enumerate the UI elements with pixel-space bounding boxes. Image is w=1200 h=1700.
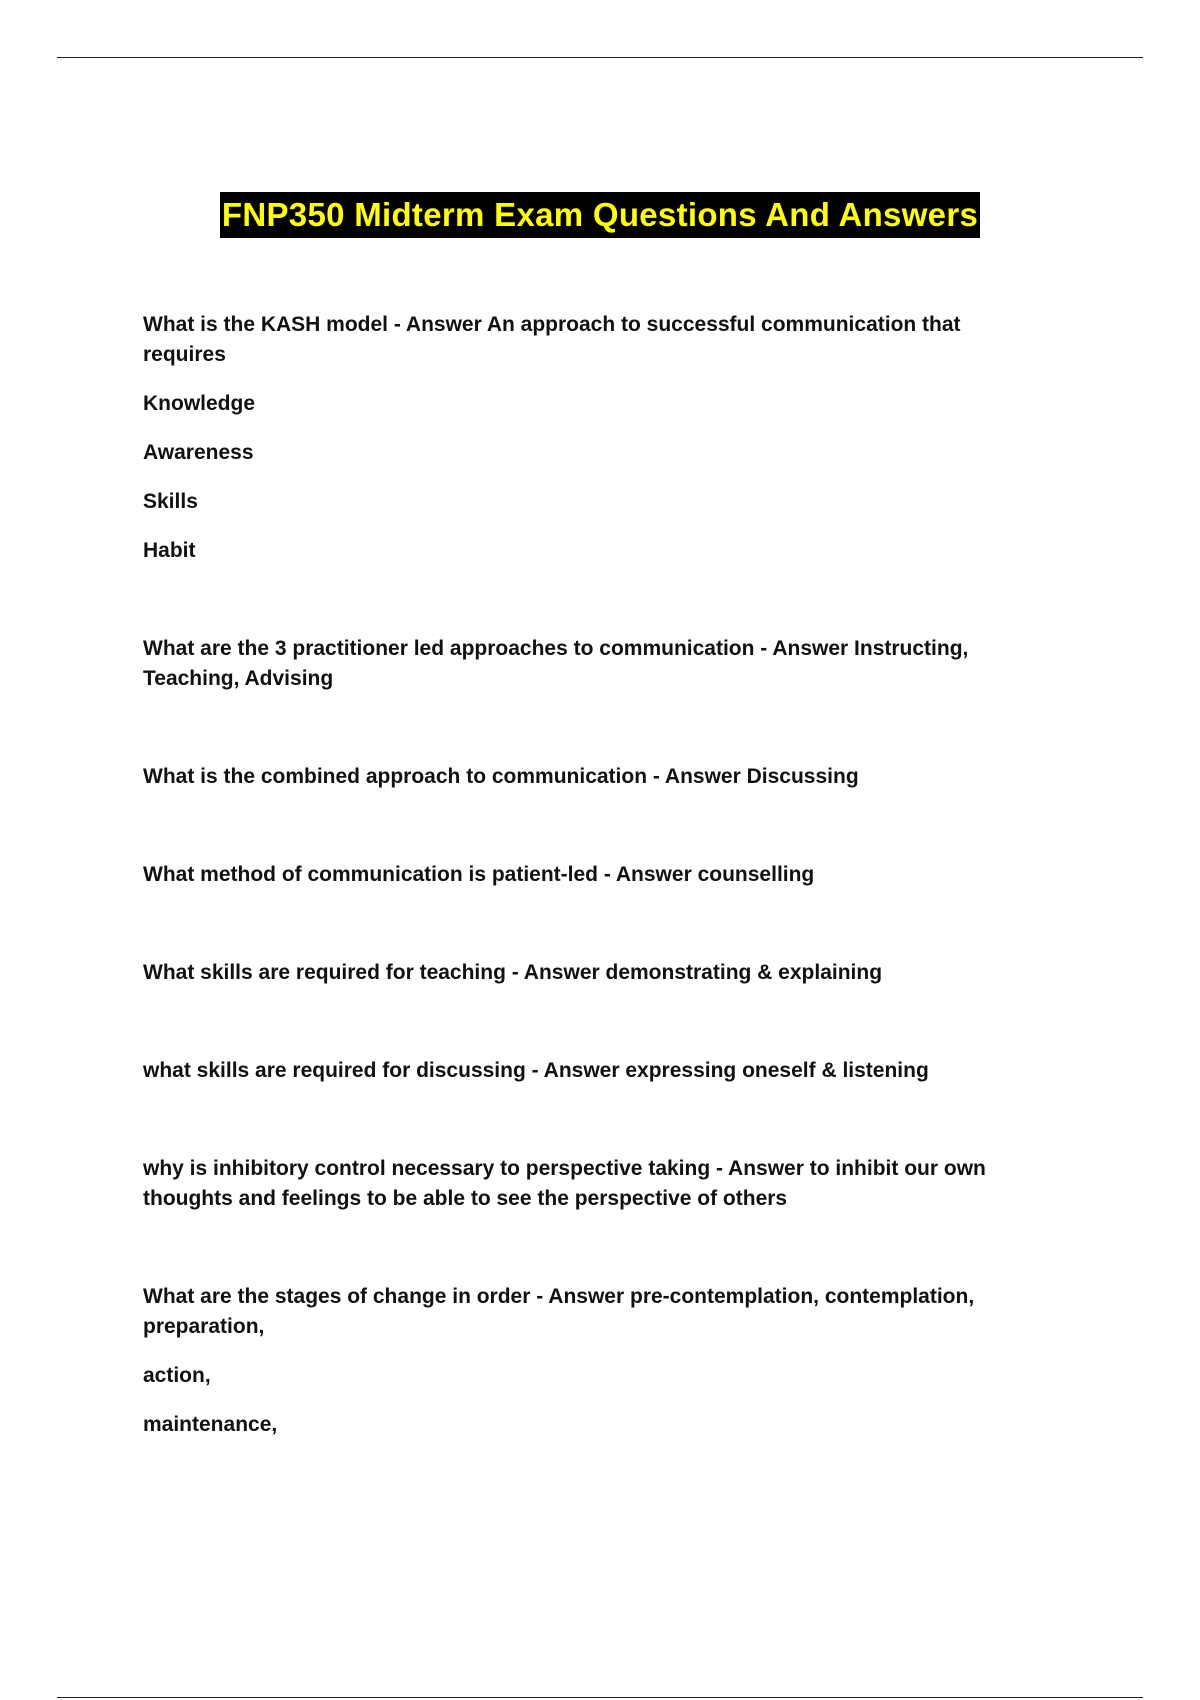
qa-text: why is inhibitory control necessary to perspective taking - Answer to inhibit our own thoughts and feelings to be able to see the perspective of others bbox=[143, 1157, 986, 1210]
qa-line: action, bbox=[143, 1364, 211, 1387]
qa-line: Knowledge bbox=[143, 392, 256, 415]
qa-line: maintenance, bbox=[143, 1413, 278, 1436]
qa-line: Skills bbox=[143, 490, 198, 513]
qa-item bbox=[143, 762, 1043, 792]
footer-rule bbox=[57, 1697, 1143, 1698]
qa-text: what skills are required for discussing - Answer expressing oneself & listening bbox=[143, 1059, 929, 1082]
qa-text: What are the stages of change in order - Answer pre-contemplation, contemplation, preparation, bbox=[143, 1285, 975, 1338]
qa-item bbox=[143, 1056, 1043, 1086]
qa-line: Habit bbox=[143, 539, 196, 562]
qa-text: What is the combined approach to communication - Answer Discussing bbox=[143, 765, 859, 788]
qa-item bbox=[143, 634, 1043, 694]
qa-text: What is the KASH model - Answer An approach to successful communication that requires bbox=[143, 313, 961, 366]
qa-item bbox=[143, 1154, 1043, 1214]
qa-text: What method of communication is patient-led - Answer counselling bbox=[143, 863, 815, 886]
qa-item bbox=[143, 310, 1043, 566]
header-rule bbox=[57, 57, 1143, 58]
qa-text: What are the 3 practitioner led approaches to communication - Answer Instructing, Teaching, Advising bbox=[143, 637, 969, 690]
qa-item bbox=[143, 860, 1043, 890]
qa-text: What skills are required for teaching - Answer demonstrating & explaining bbox=[143, 961, 883, 984]
qa-item bbox=[143, 1282, 1043, 1440]
document-title: FNP350 Midterm Exam Questions And Answers bbox=[220, 192, 980, 238]
qa-item bbox=[143, 958, 1043, 988]
title-container bbox=[0, 192, 1200, 238]
qa-list bbox=[143, 310, 1043, 1440]
qa-line: Awareness bbox=[143, 441, 254, 464]
